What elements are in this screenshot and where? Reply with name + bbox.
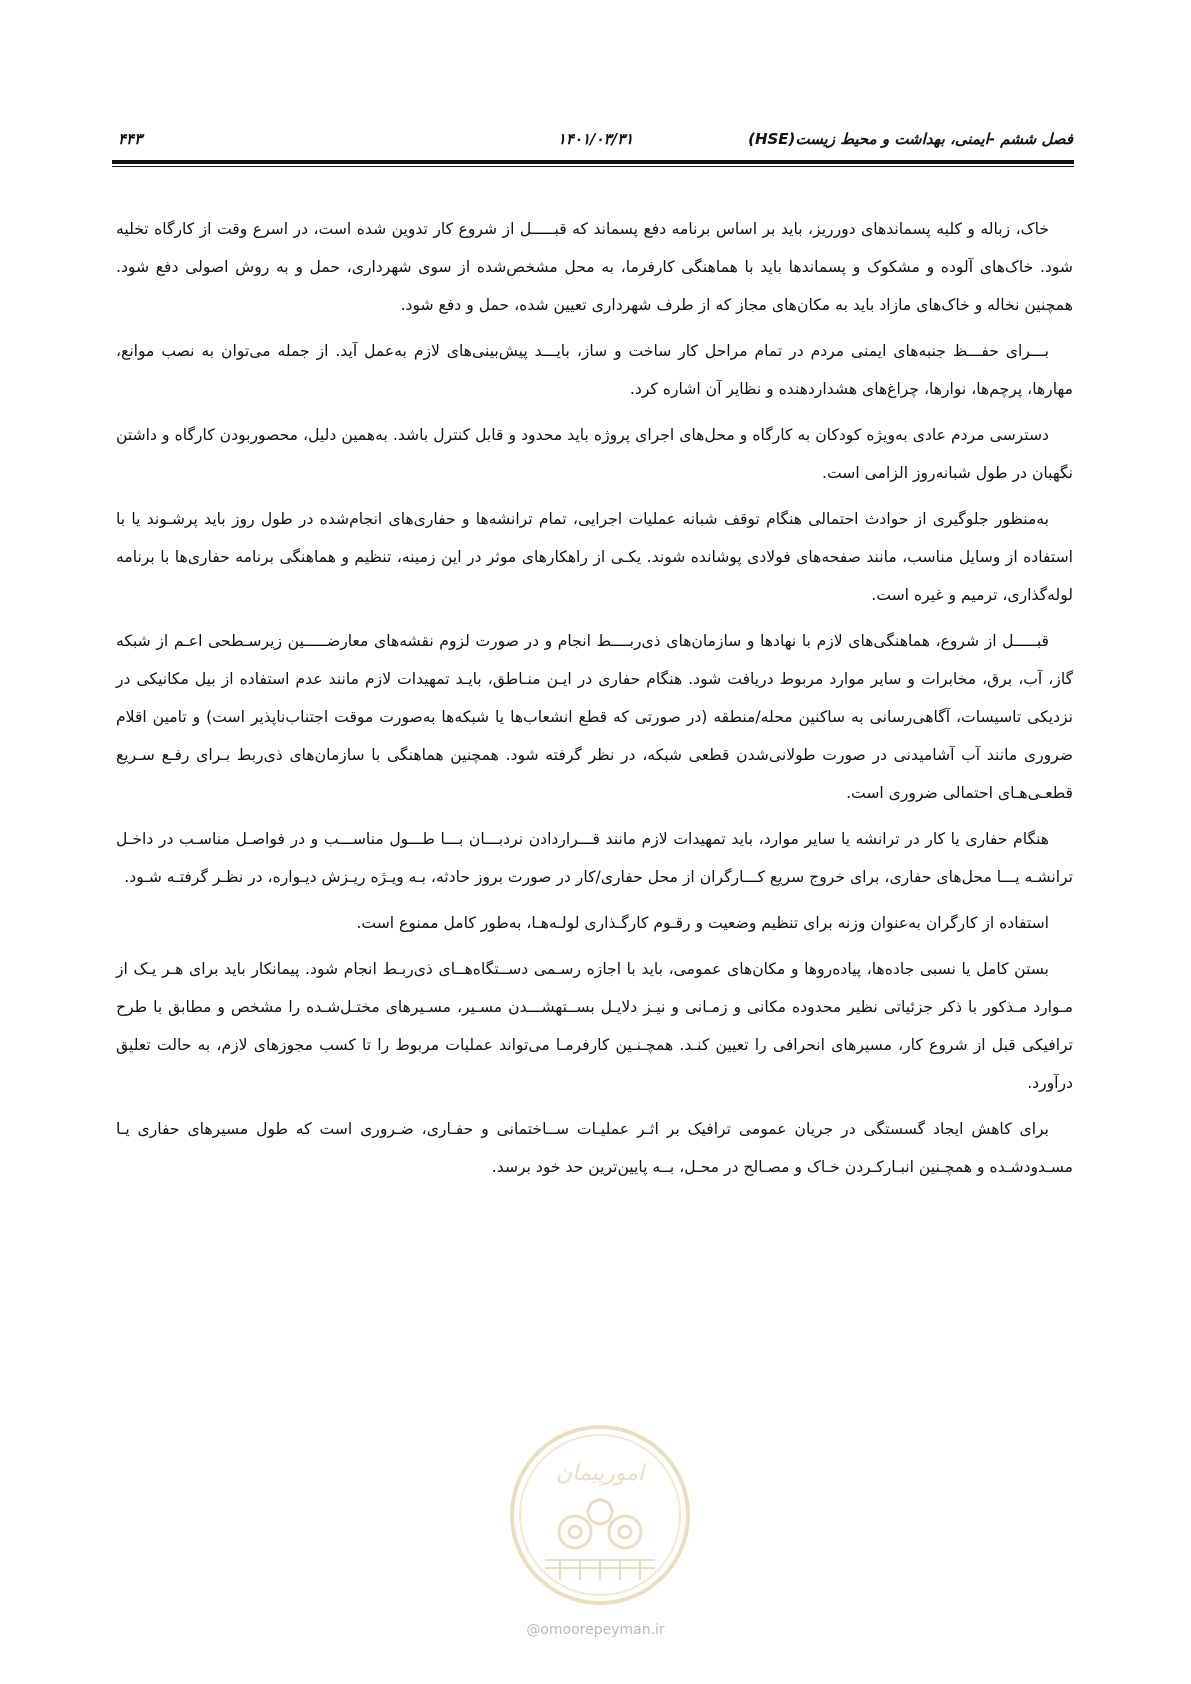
paragraph: خاک، زباله و کلیه پسماندهای دورریز، باید بر اساس برنامه دفع پسماند که قبـــــل از شروع کار تدوین شده است، در اسرع وقت از کارگاه تخلیه شود. خاک‌های آلوده و مشکوک و پسماندها باید با هماهنگی کارفرما، به محل مشخص‌شده از سوی شهرداری، حمل و به روش اصولی دفع شود. همچنین نخاله و خاک‌های مازاد باید به مکان‌های مجاز که از طرف شهرداری تعیین شده، حمل و دفع شود. [116, 220, 1073, 314]
paragraph: استفاده از کارگران به‌عنوان وزنه برای تنظیم وضعیت و رقـوم کارگـذاری لولـه‌هـا، به‌طور کامل ممنوع است. [356, 914, 1049, 932]
paragraph: برای کاهش ایجاد گسستگی در جریان عمومی ترافیک بر اثـر عملیـات ســاختمانی و حفـاری، ضـروری است که طول مسیرهای حفاری یـا مسـدودشـده و همچـنین انبـارکـردن خـاک و مصـالح در محـل، بــه پایین‌ترین حد خود برسد. [116, 1120, 1073, 1176]
watermark-logo [505, 1420, 695, 1610]
document-date: ۱۴۰۱/۰۳/۳۱ [557, 130, 634, 148]
paragraph: بـــرای حفـــظ جنبه‌های ایمنی مردم در تمام مراحل کار ساخت و ساز، بایـــد پیش‌بینی‌های لازم به‌عمل آید. از جمله می‌توان به نصب موانع، مهارها، پرچم‌ها، نوارها، چراغ‌های هشداردهنده و نظایر آن اشاره کرد. [116, 342, 1073, 398]
paragraph: هنگام حفاری یا کار در ترانشه یا سایر موارد، باید تمهیدات لازم مانند قـــراردادن نردبـــان بـــا طـــول مناســـب و در فواصـل مناسـب در داخـل ترانشـه یـــا محل‌های حفاری، برای خروج سریع کـــارگران از محل حفاری/کار در صورت بروز حادثه، بـه ویـژه ریـزش دیـواره، در نظـر گرفتـه شـود. [116, 830, 1073, 886]
watermark-site: @omoorepeyman.ir [526, 1622, 665, 1638]
page-number: ۴۴۳ [118, 130, 143, 148]
page-header [118, 128, 1073, 156]
paragraph: دسترسی مردم عادی به‌ویژه کودکان به کارگاه و محل‌های اجرای پروژه باید محدود و قابل کنترل باشد. به‌همین دلیل، محصوربودن کارگاه و داشتن نگهبان در طول شبانه‌روز الزامی است. [116, 426, 1073, 482]
paragraph: به‌منظور جلوگیری از حوادث احتمالی هنگام توقف شبانه عملیات اجرایی، تمام ترانشه‌ها و حفاری‌های انجام‌شده در طول روز باید پرشـوند یا با استفاده از وسایل مناسب، مانند صفحه‌های فولادی پوشانده شوند. یکـی از راهکارهای موثر در این زمینه، تنظیم و هماهنگی برنامه حفاری‌ها با برنامه لوله‌گذاری، ترمیم و غیره است. [116, 510, 1073, 604]
logo-text: امورپیمان [555, 1461, 645, 1486]
header-rule-thick [112, 160, 1074, 164]
paragraph: بستن کامل یا نسبی جاده‌ها، پیاده‌روها و مکان‌های عمومی، باید با اجازه رسـمی دســتگاه‌هــای ذی‌ربـط انجام شود. پیمانکار باید برای هـر یـک از مـوارد مـذکور با ذکر جزئیاتی نظیر محدوده مکانی و زمـانی و نیـز دلایـل بســتهشـــدن مسـیر، مسـیرهای مختـل‌شـده را مشخص و مطابق با طرح ترافیکی قبل از شروع کار، مسیرهای انحرافی را تعیین کنـد. همچـنـین کارفرمـا می‌تواند عملیات مربوط را تا کسب مجوزهای لازم، به حالت تعلیق درآورد. [116, 960, 1073, 1092]
paragraph: قبـــــل از شروع، هماهنگی‌های لازم با نهادها و سازمان‌های ذی‌ربــــط انجام و در صورت لزوم نقشه‌های معارضـــــین زیرسـطحی اعـم از شبکه گاز، آب، برق، مخابرات و سایر موارد مربوط دریافت شود. هنگام حفاری در ایـن منـاطق، بایـد تمهیدات لازم مانند عدم استفاده از بیل مکانیکی در نزدیکی تاسیسات، آگاهی‌رسانی به ساکنین محله/منطقه (در صورتی که قطع انشعاب‌ها یا شبکه‌ها به‌صورت موقت اجتناب‌ناپذیر است) و تامین اقلام ضروری مانند آب آشامیدنی در صورت طولانی‌شدن قطعی شبکه، در نظر گرفته شود. همچنین هماهنگی با سازمان‌های ذی‌ربط بـرای رفـع سـریع قطعـی‌هـای احتمالی ضروری است. [116, 632, 1073, 802]
header-rule-thin [112, 166, 1074, 167]
body-text [116, 210, 1073, 1194]
chapter-title: فصل ششم -ایمنی، بهداشت و محیط زیست(HSE) [748, 130, 1073, 148]
